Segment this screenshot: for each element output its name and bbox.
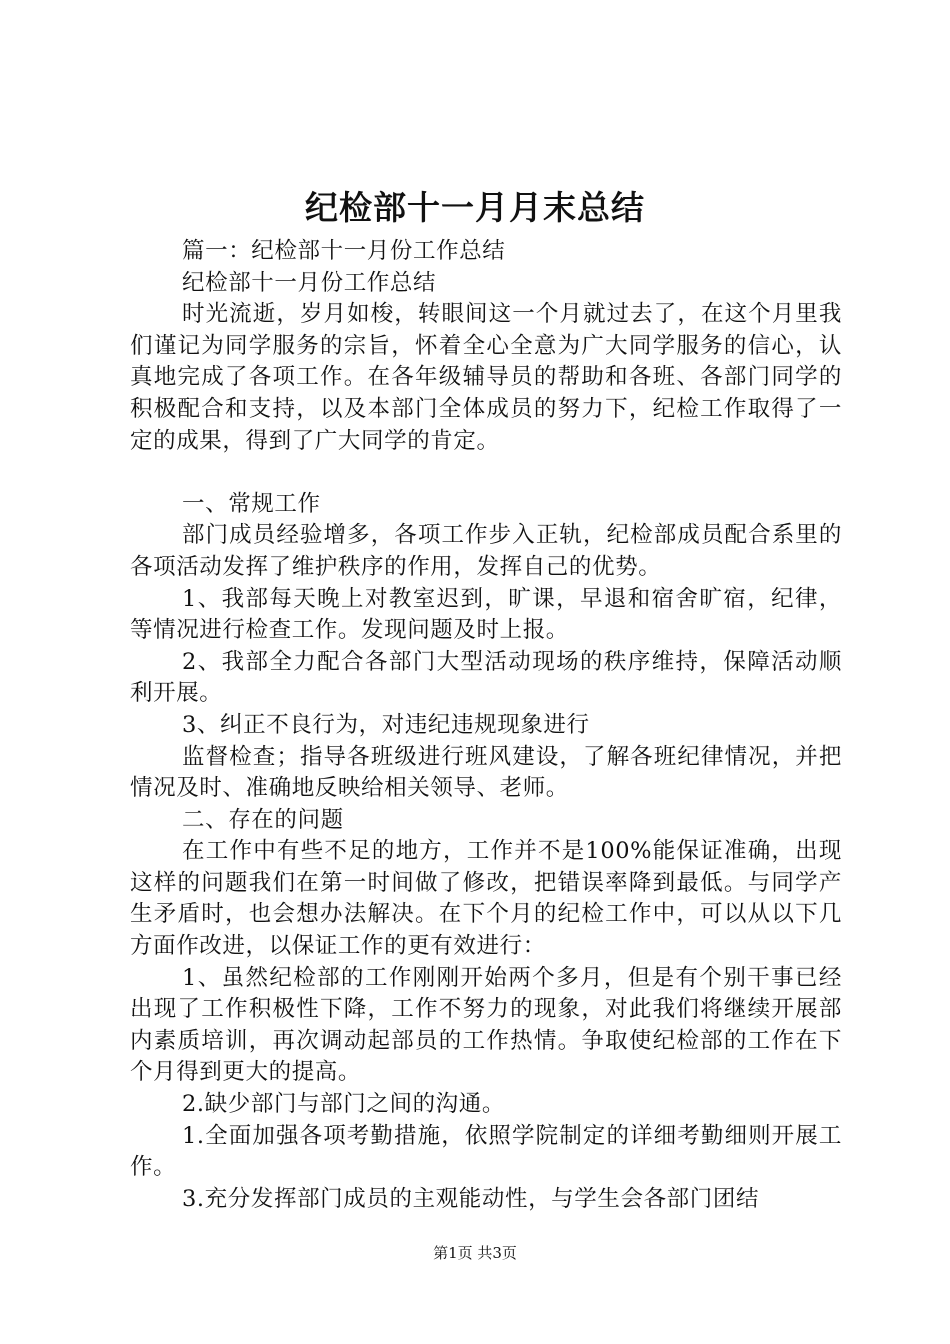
subtitle: 纪检部十一月份工作总结	[182, 269, 437, 296]
list-item: 1.全面加强各项考勤措施，依照学院制定的详细考勤细则开展工作。	[130, 1122, 842, 1181]
list-item: 3、纠正不良行为，对违纪违规现象进行	[182, 711, 590, 738]
list-item: 3.充分发挥部门成员的主观能动性，与学生会各部门团结	[182, 1185, 760, 1212]
list-item: 1、我部每天晚上对教室迟到，旷课，早退和宿舍旷宿，纪律，等情况进行检查工作。发现问题及时上报。	[130, 585, 842, 644]
section-heading: 二、存在的问题	[182, 806, 344, 833]
paragraph: 时光流逝，岁月如梭，转眼间这一个月就过去了，在这个月里我们谨记为同学服务的宗旨，怀着全心全意为广大同学服务的信心，认真地完成了各项工作。在各年级辅导员的帮助和各班、各部门同学的积极配合和支持，以及本部门全体成员的努力下，纪检工作取得了一定的成果，得到了广大同学的肯定。	[130, 301, 842, 454]
section-heading: 篇一：纪检部十一月份工作总结	[182, 238, 506, 264]
paragraph: 在工作中有些不足的地方，工作并不是100%能保证准确，出现这样的问题我们在第一时间做了修改，把错误率降到最低。与同学产生矛盾时，也会想办法解决。在下个月的纪检工作中，可以从以下几方面作改进，以保证工作的更有效进行：	[130, 838, 842, 960]
list-item: 2.缺少部门与部门之间的沟通。	[182, 1091, 505, 1118]
paragraph: 部门成员经验增多，各项工作步入正轨，纪检部成员配合系里的各项活动发挥了维护秩序的作用，发挥自己的优势。	[130, 522, 842, 580]
section-heading: 一、常规工作	[182, 490, 321, 517]
list-item: 1、虽然纪检部的工作刚刚开始两个多月，但是有个别干事已经出现了工作积极性下降，工作不努力的现象，对此我们将继续开展部内素质培训，再次调动起部员的工作热情。争取使纪检部的工作在下个月得到更大的提高。	[130, 964, 842, 1086]
paragraph: 监督检查；指导各班级进行班风建设，了解各班纪律情况，并把情况及时、准确地反映给相关领导、老师。	[130, 743, 842, 802]
document-title: 纪检部十一月月末总结	[305, 188, 645, 227]
page-footer: 第1页 共3页	[433, 1244, 517, 1262]
blank-line	[130, 457, 842, 489]
list-item: 2、我部全力配合各部门大型活动现场的秩序维持，保障活动顺利开展。	[130, 648, 842, 707]
document-body	[130, 236, 842, 1215]
